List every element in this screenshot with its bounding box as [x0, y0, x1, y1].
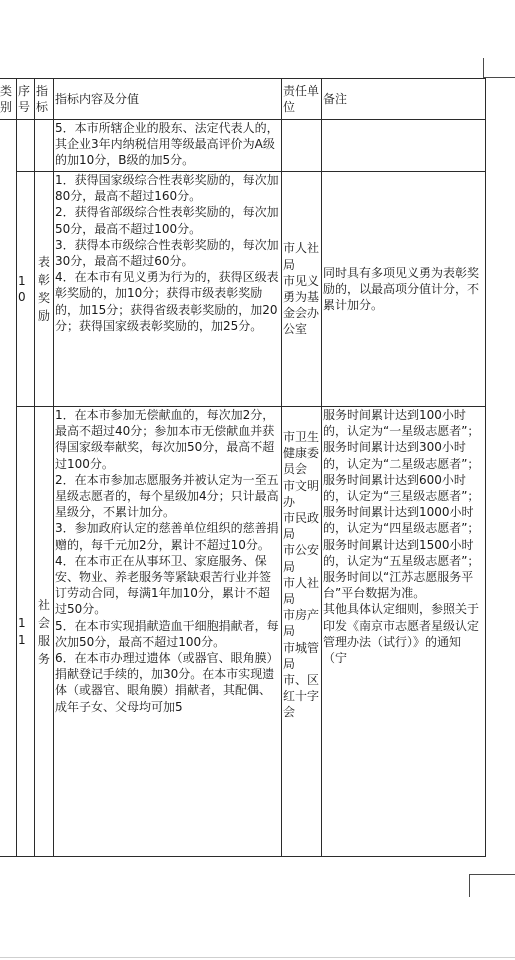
indicator-cell: 社会服务 — [35, 407, 54, 857]
remarks-cell — [322, 407, 486, 857]
number-cell: 10 — [17, 172, 35, 407]
indicator-score-table — [0, 78, 486, 857]
remarks-item: 服务时间累计达到600小时的，认定为“三星级志愿者”； — [323, 472, 480, 504]
responsible-unit: 市人社局 — [283, 241, 320, 272]
number-cell — [17, 120, 35, 172]
header-category: 类别 — [0, 79, 17, 120]
responsible-unit: 市民政局 — [283, 511, 320, 542]
content-cell — [54, 407, 282, 857]
content-item: 5．在本市实现捐献造血干细胞捐献者，每次加50分，最高不超过100分。 — [55, 618, 279, 649]
content-item: 1．在本市参加无偿献血的，每次加2分，最高不超过40分；参加本市无偿献血并获得国家级奉献奖，每次加50分，最高不超过100分。 — [55, 408, 275, 471]
content-item: 1．获得国家级综合性表彰奖励的，每次加80分，最高不超过160分。 — [55, 173, 279, 204]
remarks-item: 同时具有多项见义勇为表彰奖励的，以最高项分值计分，不累计加分。 — [323, 265, 480, 313]
header-responsible: 责任单位 — [282, 79, 322, 120]
responsible-cell — [282, 120, 322, 172]
content-item: 3．参加政府认定的慈善单位组织的慈善捐赠的，每千元加2分，累计不超过10分。 — [55, 521, 279, 552]
table-header-row — [0, 79, 486, 120]
header-indicator: 指标 — [35, 79, 54, 120]
content-item: 2．在本市参加志愿服务并被认定为一至五星级志愿者的，每个星级加4分；只计最高星级分，不累计加分。 — [55, 472, 279, 520]
content-item: 4．在本市正在从事环卫、家庭服务、保安、物业、养老服务等紧缺艰苦行业并签订劳动合同，每满1年加10分，累计不超过50分。 — [55, 553, 272, 617]
responsible-unit: 市人社局 — [283, 575, 320, 607]
remarks-item: 服务时间以“江苏志愿服务平台”平台数据为准。 — [323, 570, 474, 601]
header-content: 指标内容及分值 — [54, 79, 282, 120]
content-item: 4．在本市有见义勇为行为的，获得区级表彰奖励的，加10分；获得市级表彰奖励的，加15分；获得省级表彰奖励的，加20分；获得国家级表彰奖励的，加25分。 — [55, 270, 279, 333]
remarks-item: 服务时间累计达到100小时的，认定为“一星级志愿者”； — [323, 408, 480, 439]
crop-mark-top-vertical — [483, 58, 484, 78]
remarks-item: 其他具体认定细则，参照关于印发《南京市志愿者星级认定管理办法（试行）》的通知（宁 — [323, 602, 480, 666]
responsible-unit: 市公安局 — [283, 543, 320, 574]
content-item: 2．获得省部级综合性表彰奖励的，每次加50分，最高不超过100分。 — [55, 205, 279, 236]
crop-mark-bottom-horizontal — [469, 874, 515, 875]
content-item: 5．本市所辖企业的股东、法定代表人的，其企业3年内纳税信用等级最高评价为A级的加10分，B级的加5分。 — [55, 121, 279, 168]
category-cell — [0, 120, 17, 857]
content-item: 6．在本市办理过遗体（或器官、眼角膜）捐献登记手续的，加30分。在本市实现遗体（或器官、眼角膜）捐献者，其配偶、成年子女、父母均可加5 — [55, 651, 279, 714]
content-item: 3．获得本市级综合性表彰奖励的，每次加30分，最高不超过60分。 — [55, 237, 279, 269]
table-row — [0, 120, 486, 172]
responsible-unit: 市房产局 — [283, 608, 320, 639]
responsible-unit: 市见义勇为基金会办公室 — [283, 273, 320, 337]
crop-mark-top-horizontal — [484, 77, 515, 78]
indicator-cell — [35, 120, 54, 172]
header-number: 序号 — [17, 79, 35, 120]
responsible-cell — [282, 407, 322, 857]
responsible-cell — [282, 172, 322, 407]
header-remarks: 备注 — [322, 79, 486, 120]
number-cell: 11 — [17, 407, 35, 857]
responsible-unit: 市城管局 — [283, 640, 320, 671]
page-edge-line — [0, 957, 515, 958]
table-row — [0, 172, 486, 407]
remarks-cell — [322, 120, 486, 172]
table-row — [0, 407, 486, 857]
remarks-item: 服务时间累计达到1500小时的，认定为“五星级志愿者”； — [323, 537, 480, 568]
remarks-cell — [322, 172, 486, 407]
responsible-unit: 市文明办 — [283, 478, 320, 509]
indicator-cell: 表彰奖励 — [35, 172, 54, 407]
content-cell — [54, 120, 282, 172]
crop-mark-bottom-vertical — [469, 875, 470, 897]
remarks-item: 服务时间累计达到300小时的，认定为“二星级志愿者”； — [323, 440, 480, 471]
remarks-item: 服务时间累计达到1000小时的，认定为“四星级志愿者”； — [323, 505, 480, 536]
responsible-unit: 市卫生健康委员会 — [283, 430, 320, 477]
content-cell — [54, 172, 282, 407]
responsible-unit: 市、区红十字会 — [283, 673, 320, 720]
